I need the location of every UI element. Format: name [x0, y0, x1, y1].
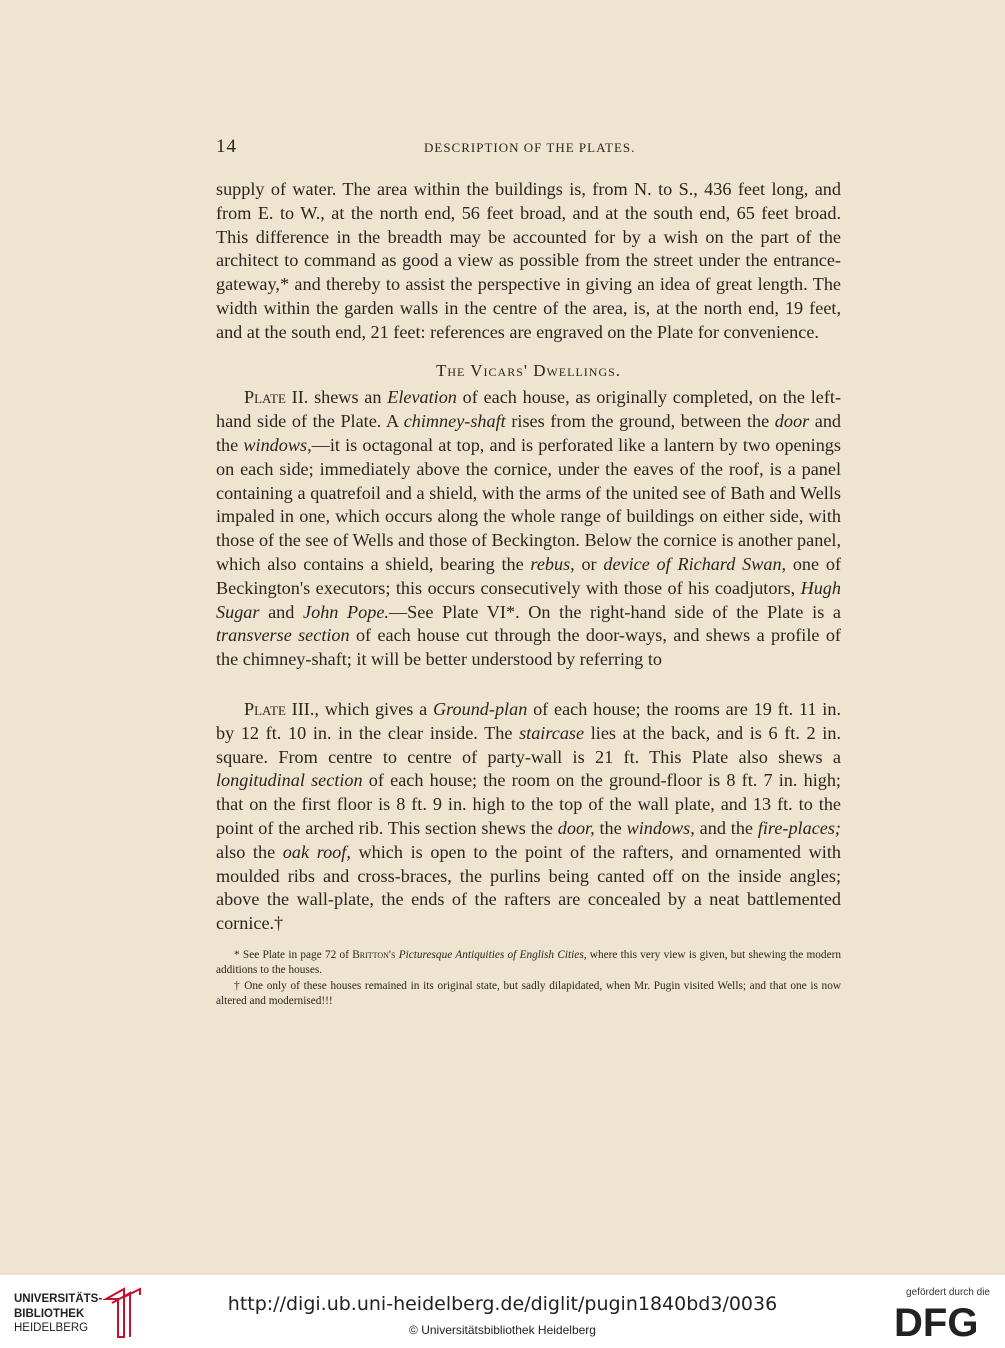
paragraph-plate-iii: Plate III., which gives a Ground-plan of each house; the rooms are 19 ft. 11 in. by 12 ft. 10 in. in the clear inside. The staircase lies at the back, and is 6 ft. 2 in. square. From centre to centre of party-wall is 21 ft. This Plate also shews a longitudinal section of each house; the room on the ground-floor is 8 ft. 7 in. high; that on the first floor is 8 ft. 9 in. high to the top of the wall plate, and 13 ft. to the point of the arched rib. This section shews the door, the windows, and the fire-places; also the oak roof, which is open to the point of the rafters, and ornamented with moulded ribs and cross-braces, the purlins being canted off on the inside angles; above the wall-plate, the ends of the rafters are concealed by a neat battlemented cornice.† — [216, 698, 841, 934]
footnotes — [216, 948, 841, 1010]
page-number: 14 — [216, 136, 237, 157]
permalink-url[interactable]: http://digi.ub.uni-heidelberg.de/diglit/pugin1840bd3/0036 — [227, 1293, 778, 1315]
body-text — [216, 178, 841, 1010]
running-head — [216, 136, 841, 160]
plate-ref: Plate II. — [244, 387, 309, 408]
footer-bar — [0, 1275, 1005, 1348]
plate-ref: Plate III. — [244, 698, 315, 719]
library-logo-text[interactable]: UNIVERSITÄTS- BIBLIOTHEK HEIDELBERG — [14, 1293, 103, 1334]
section-heading: The Vicars' Dwellings. — [435, 360, 622, 380]
running-title: DESCRIPTION OF THE PLATES. — [424, 140, 636, 155]
paragraph-gap — [216, 672, 841, 698]
paragraph-water-supply: supply of water. The area within the buildings is, from N. to S., 436 feet long, and from E. to W., at the north end, 56 feet broad, and at the south end, 65 feet broad. This difference in the breadth may be accounted for by a wish on the part of the architect to command as good a view as possible from the street under the entrance-gateway,* and thereby to assist the perspective in giving an idea of great length. The width within the garden walls in the centre of the area, is, at the north end, 19 feet, and at the south end, 21 feet: references are engraved on the Plate for convenience. — [216, 179, 841, 342]
svg-text:DFG: DFG — [894, 1303, 979, 1339]
funding-label: gefördert durch die — [906, 1287, 990, 1298]
footnote-1: * See Plate in page 72 of Britton's Picturesque Antiquities of English Cities, where this very view is given, but shewing the modern additions to the houses. — [216, 948, 841, 977]
footnote-2: † One only of these houses remained in its original state, but sadly dilapidated, when Mr. Pugin visited Wells; and that one is now altered and modernised!!! — [216, 979, 841, 1008]
dfg-logo[interactable] — [894, 1303, 989, 1339]
paragraph-plate-ii: Plate II. shews an Elevation of each house, as originally completed, on the left-hand side of the Plate. A chimney-shaft rises from the ground, between the door and the windows,—it is octagonal at top, and is perforated like a lantern by two openings on each side; immediately above the cornice, under the eaves of the roof, is a panel containing a quatrefoil and a shield, with the arms of the united see of Bath and Wells impaled in one, which occurs along the whole range of buildings on either side, with those of the see of Wells and those of Beckington. Below the cornice is another panel, which also contains a shield, bearing the rebus, or device of Richard Swan, one of Beckington's executors; this occurs consecutively with those of his coadjutors, Hugh Sugar and John Pope.—See Plate VI*. On the right-hand side of the Plate is a transverse section of each house cut through the door-ways, and shews a profile of the chimney-shaft; it will be better understood by referring to — [216, 387, 842, 670]
copyright-notice: © Universitätsbibliothek Heidelberg — [409, 1323, 596, 1337]
